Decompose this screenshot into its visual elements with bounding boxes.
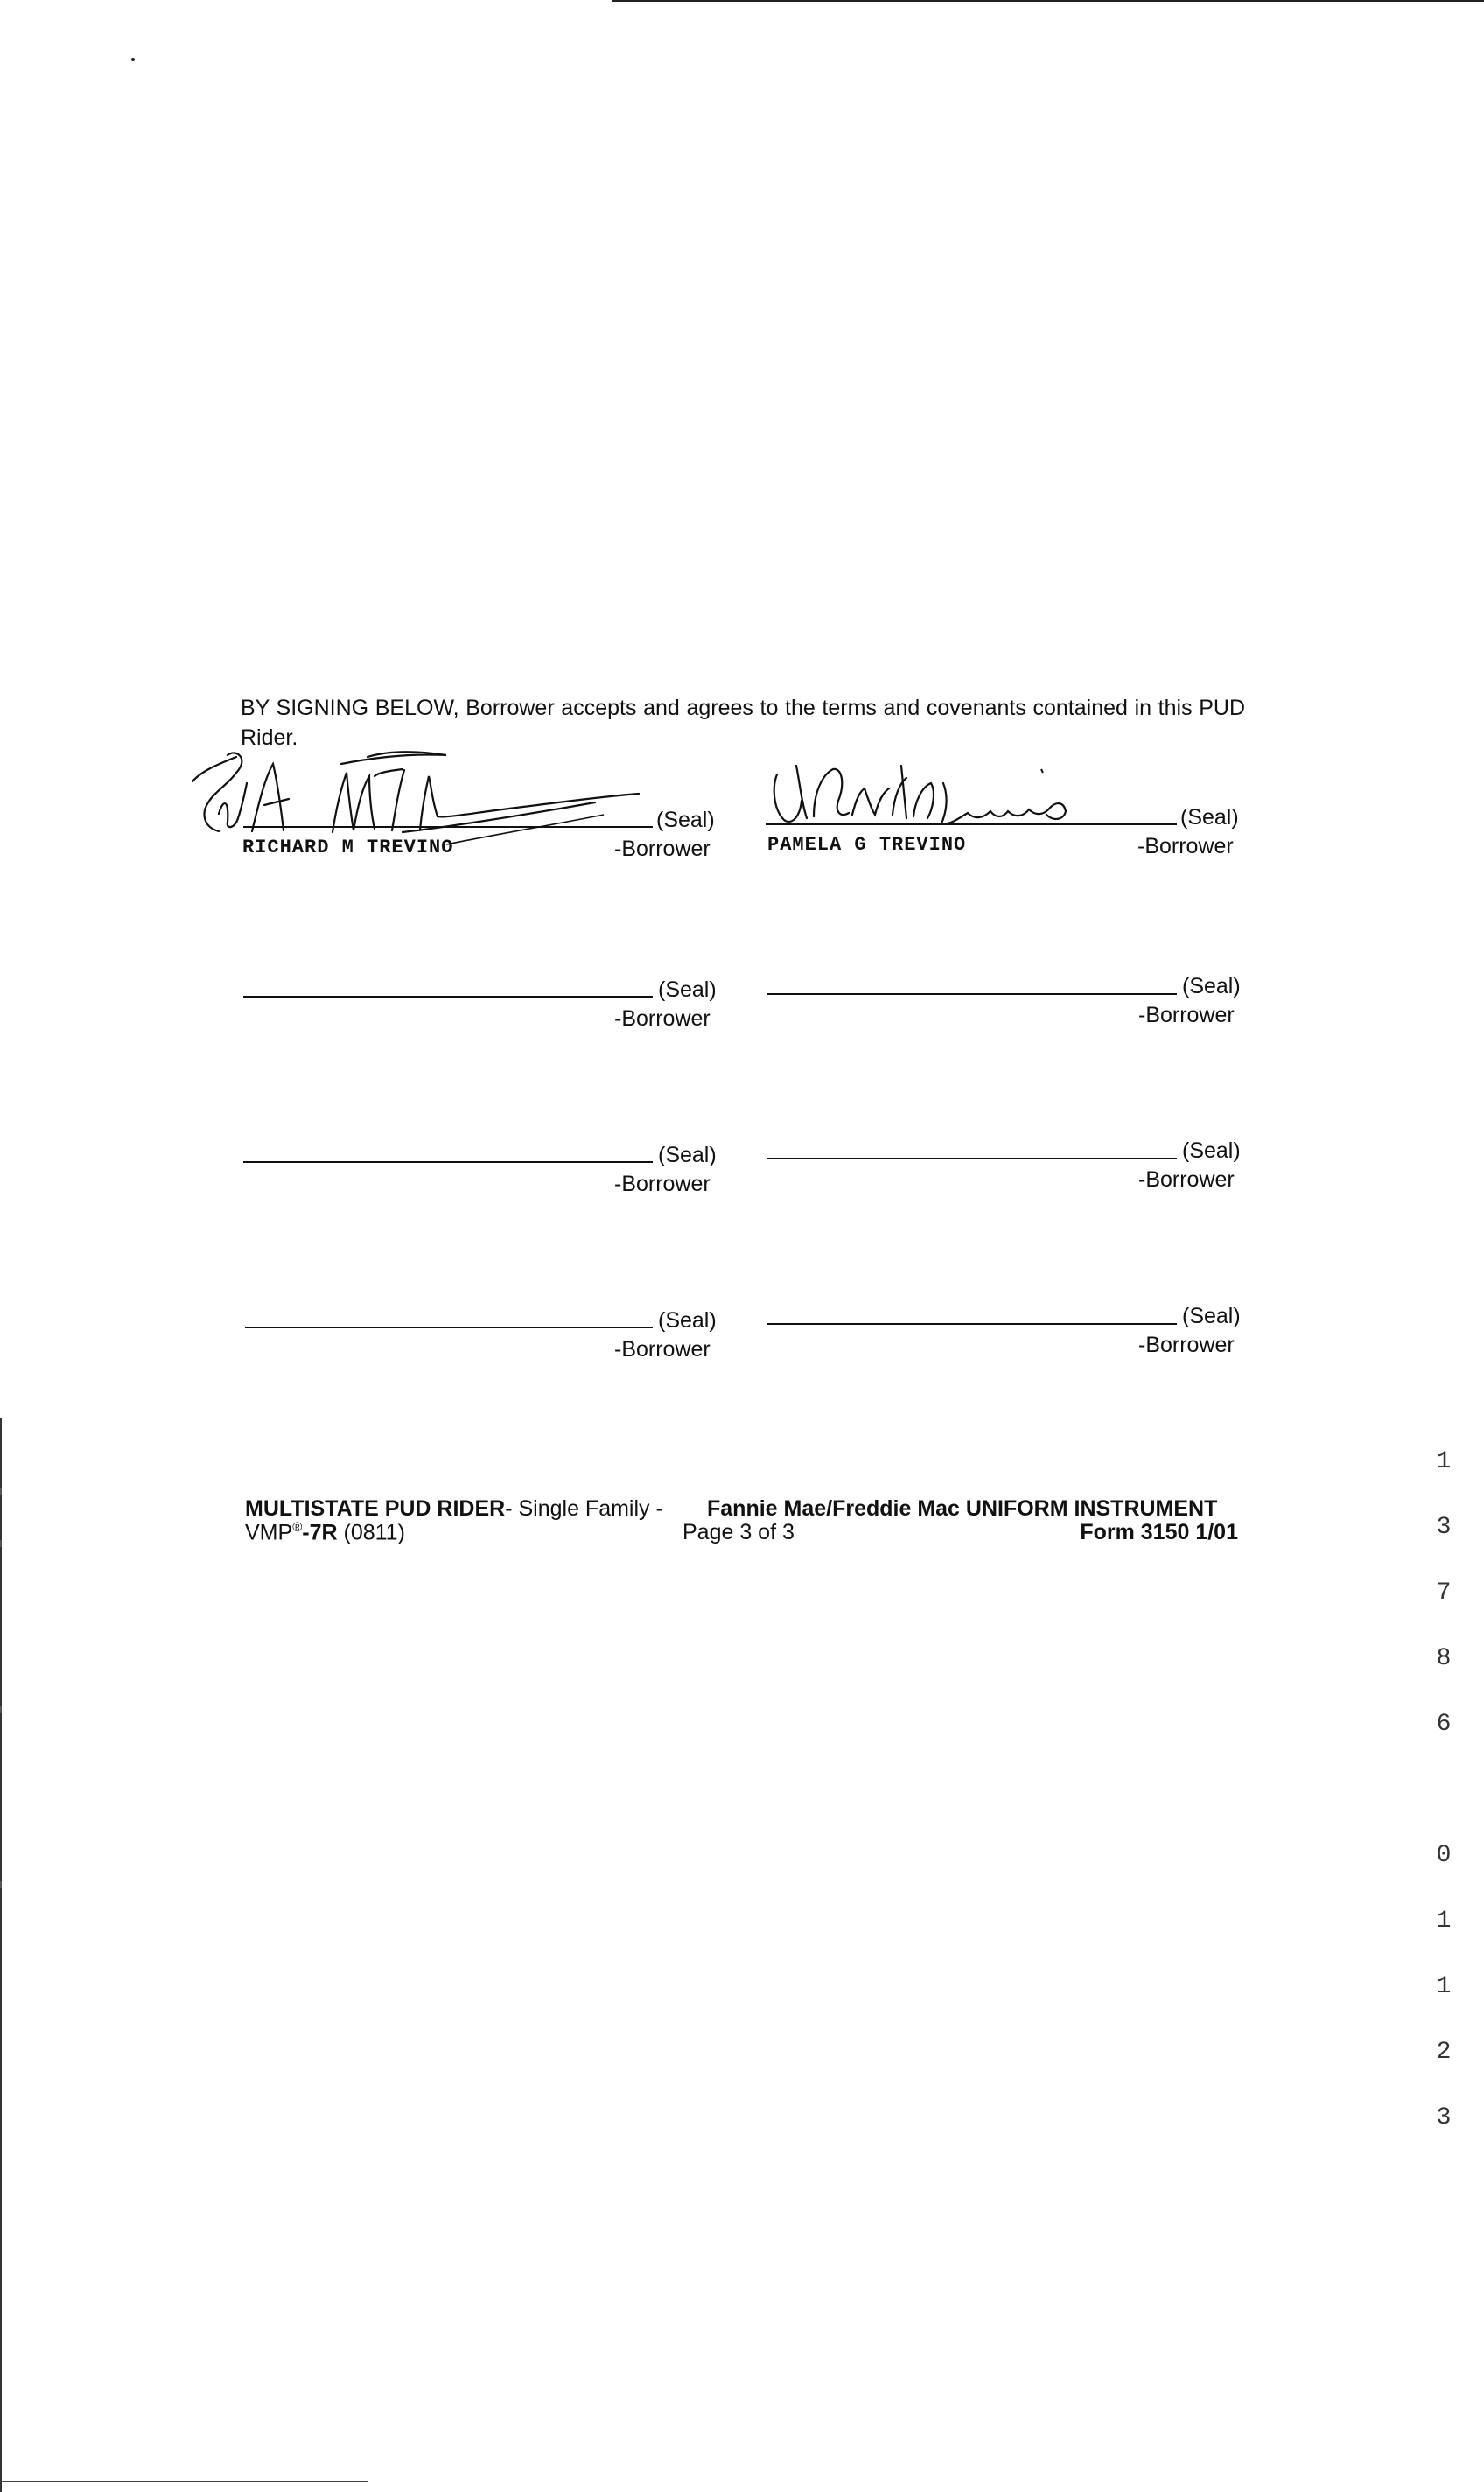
borrower-label: -Borrower — [614, 1006, 710, 1031]
signature-line — [243, 996, 653, 998]
seal-label: (Seal) — [658, 1143, 717, 1167]
signature-line — [243, 1161, 653, 1163]
footer-agency: Fannie Mae/Freddie Mac UNIFORM INSTRUMENT — [707, 1496, 1218, 1521]
scan-border-left — [0, 1418, 2, 2492]
borrower-label: -Borrower — [614, 836, 710, 861]
margin-tick — [0, 1540, 2, 1547]
margin-tick — [0, 1706, 2, 1713]
footer-vmp: VMP®-7R (0811) — [245, 1520, 405, 1545]
signing-statement: BY SIGNING BELOW, Borrower accepts and agrees to the terms and covenants contained in this PUD Rider. — [241, 696, 1245, 750]
printed-name-borrower-1: RICHARD M TREVINO — [242, 836, 454, 858]
seal-label: (Seal) — [1182, 1138, 1241, 1163]
footer-form-title — [245, 1496, 663, 1522]
borrower-label: -Borrower — [1138, 1003, 1235, 1027]
footer-page-number: Page 3 of 3 — [682, 1520, 794, 1544]
signature-line — [766, 823, 1177, 825]
seal-label: (Seal) — [656, 808, 715, 832]
signature-line — [767, 1323, 1177, 1325]
seal-label: (Seal) — [658, 977, 717, 1002]
footer-title-bold: MULTISTATE PUD RIDER — [245, 1496, 506, 1521]
borrower-label: -Borrower — [614, 1172, 710, 1196]
seal-label: (Seal) — [1182, 974, 1241, 998]
footer-form-number: Form 3150 1/01 — [1080, 1520, 1238, 1544]
seal-label: (Seal) — [658, 1308, 717, 1333]
signature-line — [767, 993, 1177, 995]
signature-pamela-g-trevino — [761, 748, 1181, 836]
scan-speck — [131, 58, 135, 61]
signature-line — [767, 1158, 1177, 1159]
seal-label: (Seal) — [1182, 1304, 1241, 1328]
footer-title-regular: - Single Family - — [505, 1496, 663, 1521]
signature-line — [243, 826, 653, 828]
document-number: 1 3 7 8 6 0 1 1 2 3 — [1436, 1448, 1452, 2132]
margin-tick — [0, 1488, 2, 1494]
borrower-label: -Borrower — [1138, 834, 1234, 858]
borrower-label: -Borrower — [1138, 1167, 1235, 1192]
borrower-label: -Borrower — [1138, 1333, 1235, 1357]
scan-border-top — [612, 0, 1484, 2]
margin-tick — [0, 1881, 2, 1888]
borrower-label: -Borrower — [614, 1337, 710, 1362]
signature-line — [245, 1326, 653, 1328]
seal-label: (Seal) — [1180, 805, 1239, 830]
printed-name-borrower-2: PAMELA G TREVINO — [767, 834, 967, 856]
